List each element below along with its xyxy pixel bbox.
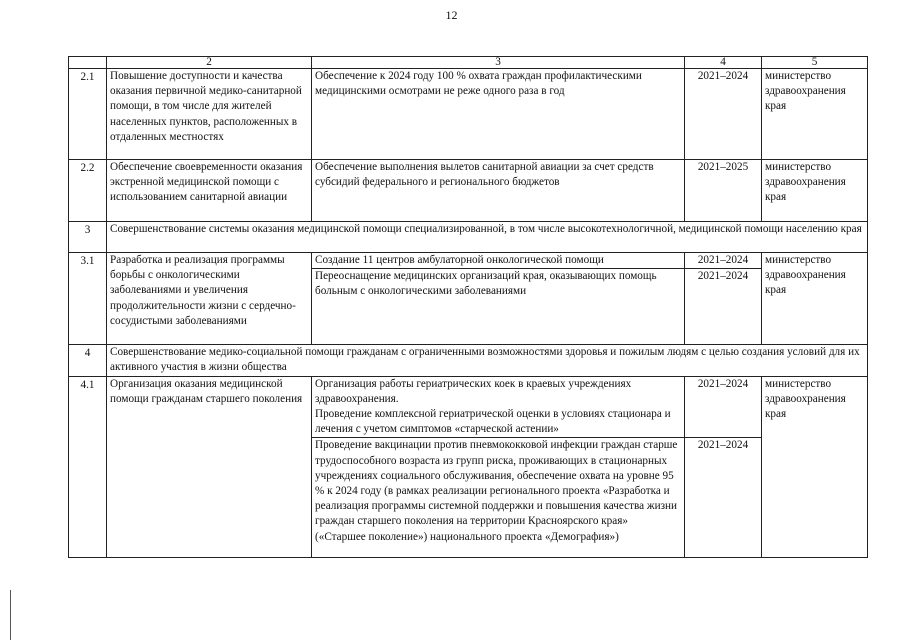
result-cell: Обеспечение к 2024 году 100 % охвата граждан профилактическими медицинскими осмотрами не реже одного раза в год [312,69,685,160]
result-line: Проведение комплексной гериатрической оценки в условиях стационара и лечения с учетом симптомов «старческой астении» [315,408,671,436]
row-number: 4.1 [69,376,107,558]
header-col-1 [69,57,107,69]
result-cell: Переоснащение медицинских организаций края, оказывающих помощь больным с онкологическими заболеваниями [312,269,685,345]
measure-cell: Разработка и реализация программы борьбы с онкологическими заболеваниями и увеличения продолжительности жизни с сердечно-сосудистыми заболеваниями [107,253,312,345]
executor-cell: министерство здравоохранения края [762,69,868,160]
section-title: Совершенствование медико-социальной помощи гражданам с ограниченными возможностями здоровья и пожилым людям с целью создания условий для их активного участия в жизни общества [107,345,868,376]
header-col-4: 4 [685,57,762,69]
result-cell: Обеспечение выполнения вылетов санитарной авиации за счет средств субсидий федерального и регионального бюджетов [312,160,685,222]
row-number: 2.1 [69,69,107,160]
result-line: Организация работы гериатрических коек в краевых учреждениях здравоохранения. [315,377,632,405]
table-row [69,253,868,269]
measures-table [68,56,868,558]
measure-cell: Обеспечение своевременности оказания экстренной медицинской помощи с использованием санитарной авиации [107,160,312,222]
table-row [69,376,868,438]
result-cell [312,376,685,438]
header-col-3: 3 [312,57,685,69]
years-cell: 2021–2024 [685,376,762,438]
margin-rule [10,590,11,640]
row-number: 3.1 [69,253,107,345]
executor-cell: министерство здравоохранения края [762,376,868,558]
measure-cell: Повышение доступности и качества оказания первичной медико-санитарной помощи, в том числе для жителей населенных пунктов, расположенных в отдаленных местностях [107,69,312,160]
section-number: 4 [69,345,107,376]
header-row [69,57,868,69]
section-number: 3 [69,222,107,253]
row-number: 2.2 [69,160,107,222]
years-cell: 2021–2024 [685,253,762,269]
header-col-5: 5 [762,57,868,69]
header-col-2: 2 [107,57,312,69]
years-cell: 2021–2024 [685,269,762,345]
executor-cell: министерство здравоохранения края [762,253,868,345]
table-row [69,69,868,160]
years-cell: 2021–2025 [685,160,762,222]
page-number: 12 [445,8,458,22]
section-row [69,222,868,253]
result-cell: Проведение вакцинации против пневмококковой инфекции граждан старше трудоспособного возраста из групп риска, проживающих в стационарных учреждениях социального обслуживания, обеспечение охвата на уровне 95 % к 2024 году (в рамках реализации регионального проекта «Разработка и реализация программы системной поддержки и повышения качества жизни граждан старшего поколения на территории Красноярского края» («Старшее поколение») национального проекта «Демография») [312,438,685,558]
section-row [69,345,868,376]
executor-cell: министерство здравоохранения края [762,160,868,222]
result-cell: Создание 11 центров амбулаторной онкологической помощи [312,253,685,269]
section-title: Совершенствование системы оказания медицинской помощи специализированной, в том числе высокотехнологичной, медицинской помощи населению края [107,222,868,253]
years-cell: 2021–2024 [685,438,762,558]
table-row [69,160,868,222]
measure-cell: Организация оказания медицинской помощи гражданам старшего поколения [107,376,312,558]
years-cell: 2021–2024 [685,69,762,160]
